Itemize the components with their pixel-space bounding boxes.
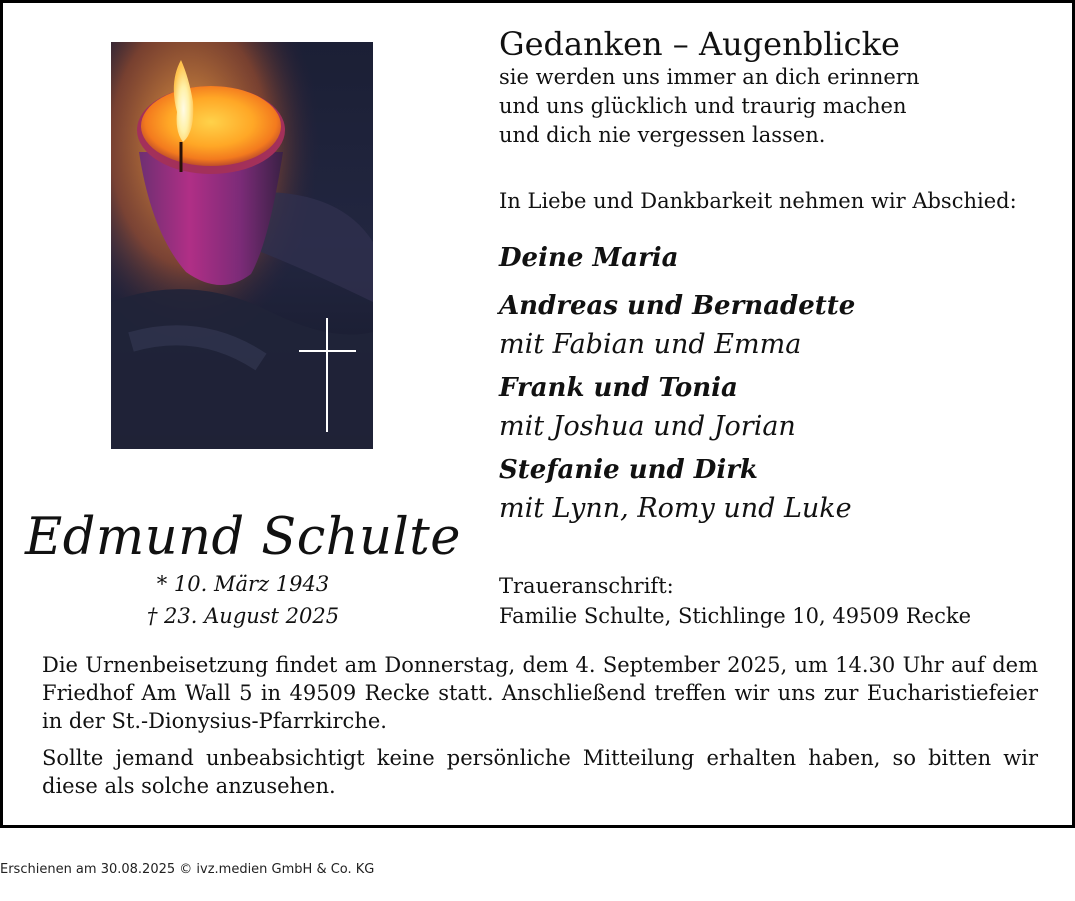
poem-title: Gedanken – Augenblicke — [499, 25, 900, 63]
address-label: Traueranschrift: — [499, 574, 674, 598]
candle-photo — [111, 42, 373, 449]
mourning-address — [499, 571, 1059, 631]
notice-paragraph: Die Urnenbeisetzung findet am Donnerstag, dem 4. September 2025, um 14.30 Uhr auf dem Friedhof Am Wall 5 in 49509 Recke statt. Anschließend treffen wir uns zur Eucharistiefeier in der St.-Dionysius-Pfarrkirche. — [42, 653, 1038, 733]
publication-footer: Erschienen am 30.08.2025 © ivz.medien GmbH & Co. KG — [0, 862, 375, 877]
family-children: mit Fabian und Emma — [499, 329, 802, 360]
funeral-notice — [42, 651, 1038, 800]
deceased-name: Edmund Schulte — [25, 508, 461, 567]
family-member: Stefanie und Dirk — [499, 455, 758, 485]
farewell-text: In Liebe und Dankbarkeit nehmen wir Abschied: — [499, 189, 1017, 213]
candle-with-cross-icon — [111, 42, 373, 449]
address-value: Familie Schulte, Stichlinge 10, 49509 Recke — [499, 604, 971, 628]
poem-line: und dich nie vergessen lassen. — [499, 123, 826, 147]
death-date: † 23. August 2025 — [146, 604, 340, 628]
poem-line: sie werden uns immer an dich erinnern — [499, 65, 920, 89]
poem-line: und uns glücklich und traurig machen — [499, 94, 907, 118]
family-member: Deine Maria — [499, 243, 679, 273]
birth-date: * 10. März 1943 — [156, 572, 330, 596]
poem-block — [499, 25, 1059, 215]
family-children: mit Joshua und Jorian — [499, 411, 796, 442]
family-member: Andreas und Bernadette — [499, 291, 856, 321]
family-children: mit Lynn, Romy und Luke — [499, 493, 852, 524]
family-member: Frank und Tonia — [499, 373, 738, 403]
family-list — [499, 239, 1059, 533]
notice-paragraph: Sollte jemand unbeabsichtigt keine persönliche Mitteilung erhalten haben, so bitten wir diese als solche anzusehen. — [42, 746, 1038, 798]
